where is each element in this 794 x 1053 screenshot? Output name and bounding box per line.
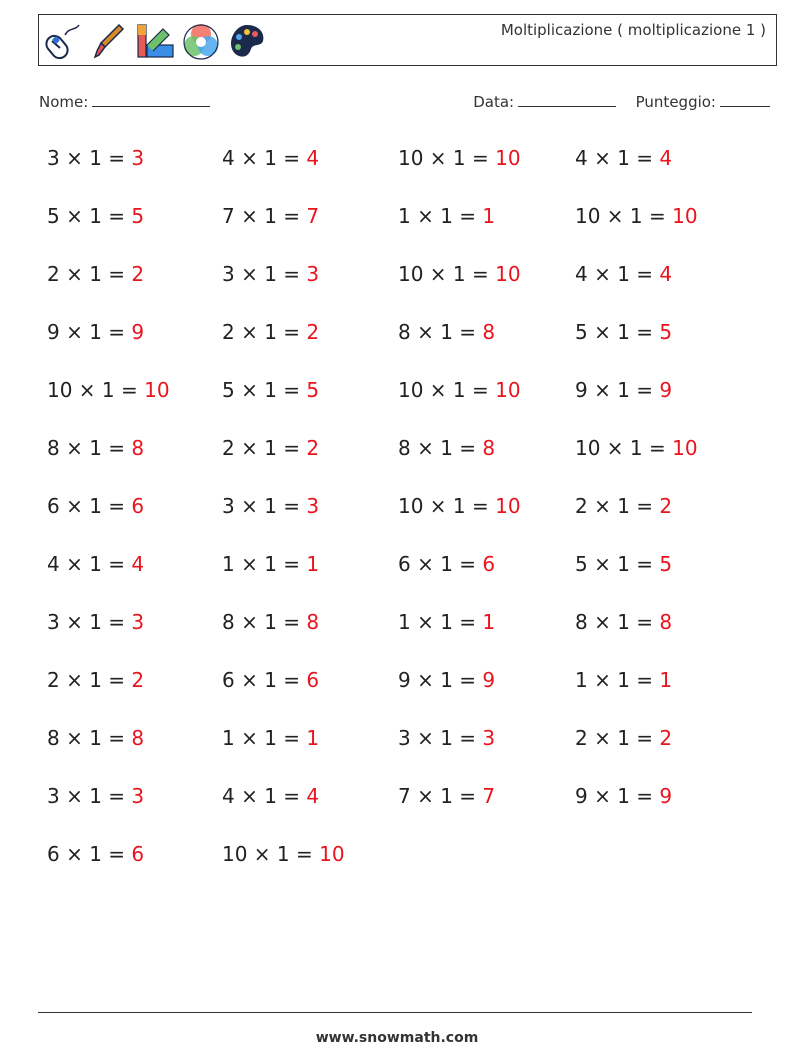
- problem-item: [575, 726, 672, 750]
- problem-item: [47, 378, 170, 402]
- problem-question: 8 × 1 =: [575, 610, 660, 634]
- problem-answer: 10: [495, 262, 521, 286]
- problem-item: [222, 262, 319, 286]
- problem-answer: 3: [131, 146, 145, 170]
- problem-question: 5 × 1 =: [47, 204, 132, 228]
- problem-item: [398, 494, 521, 518]
- palette-icon: [227, 21, 267, 61]
- date-blank[interactable]: [518, 92, 616, 107]
- problem-item: [398, 204, 495, 228]
- date-label: Data:: [473, 93, 515, 111]
- problem-answer: 1: [306, 726, 320, 750]
- problem-item: [47, 436, 144, 460]
- problem-answer: 2: [659, 494, 673, 518]
- worksheet-header: [38, 14, 777, 66]
- problem-answer: 10: [495, 378, 521, 402]
- problem-answer: 8: [482, 436, 496, 460]
- problem-question: 4 × 1 =: [575, 146, 660, 170]
- problem-item: [575, 610, 672, 634]
- problem-answer: 5: [659, 320, 673, 344]
- problem-answer: 3: [306, 262, 320, 286]
- problem-item: [222, 784, 319, 808]
- problem-answer: 4: [659, 262, 673, 286]
- problem-answer: 5: [659, 552, 673, 576]
- header-icons: [43, 19, 267, 63]
- problem-answer: 10: [495, 494, 521, 518]
- footer-url: www.snowmath.com: [315, 1030, 479, 1046]
- problem-question: 3 × 1 =: [47, 146, 132, 170]
- problem-answer: 8: [306, 610, 320, 634]
- problem-item: [575, 552, 672, 576]
- paintbrush-icon: [89, 21, 129, 61]
- problem-question: 3 × 1 =: [398, 726, 483, 750]
- problem-item: [575, 320, 672, 344]
- problem-item: [398, 436, 495, 460]
- problem-answer: 2: [306, 436, 320, 460]
- name-blank[interactable]: [92, 92, 210, 107]
- problem-question: 1 × 1 =: [398, 204, 483, 228]
- problem-item: [47, 146, 144, 170]
- problem-item: [47, 262, 144, 286]
- problem-answer: 8: [131, 436, 145, 460]
- problem-answer: 8: [482, 320, 496, 344]
- problem-answer: 4: [306, 146, 320, 170]
- problem-answer: 10: [144, 378, 170, 402]
- problem-answer: 4: [131, 552, 145, 576]
- problem-question: 6 × 1 =: [47, 842, 132, 866]
- problem-question: 10 × 1 =: [398, 378, 496, 402]
- problem-question: 2 × 1 =: [222, 320, 307, 344]
- problem-question: 3 × 1 =: [222, 494, 307, 518]
- problem-item: [47, 552, 144, 576]
- problem-question: 3 × 1 =: [47, 610, 132, 634]
- problem-item: [575, 668, 672, 692]
- problem-question: 6 × 1 =: [222, 668, 307, 692]
- problem-answer: 4: [659, 146, 673, 170]
- problem-question: 7 × 1 =: [222, 204, 307, 228]
- problem-answer: 3: [131, 784, 145, 808]
- problem-item: [575, 262, 672, 286]
- name-field: [39, 92, 210, 111]
- problem-answer: 9: [131, 320, 145, 344]
- problem-item: [222, 146, 319, 170]
- problem-item: [575, 378, 672, 402]
- problem-item: [575, 436, 698, 460]
- problem-question: 2 × 1 =: [575, 726, 660, 750]
- problem-question: 2 × 1 =: [222, 436, 307, 460]
- problem-item: [47, 494, 144, 518]
- problem-item: [222, 842, 345, 866]
- problem-question: 2 × 1 =: [575, 494, 660, 518]
- problem-question: 7 × 1 =: [398, 784, 483, 808]
- problem-question: 8 × 1 =: [222, 610, 307, 634]
- problem-answer: 10: [672, 436, 698, 460]
- score-label: Punteggio:: [635, 93, 716, 111]
- problem-question: 4 × 1 =: [222, 784, 307, 808]
- problem-answer: 7: [306, 204, 320, 228]
- problem-answer: 3: [482, 726, 496, 750]
- problem-question: 10 × 1 =: [575, 204, 673, 228]
- problem-question: 4 × 1 =: [575, 262, 660, 286]
- problem-item: [222, 378, 319, 402]
- problem-item: [222, 668, 319, 692]
- problem-question: 8 × 1 =: [47, 726, 132, 750]
- problem-answer: 5: [131, 204, 145, 228]
- problem-item: [222, 610, 319, 634]
- problem-question: 2 × 1 =: [47, 668, 132, 692]
- problem-answer: 2: [131, 668, 145, 692]
- problem-answer: 9: [659, 378, 673, 402]
- problem-answer: 5: [306, 378, 320, 402]
- problem-question: 5 × 1 =: [575, 552, 660, 576]
- date-score-fields: [473, 92, 770, 111]
- problem-question: 8 × 1 =: [47, 436, 132, 460]
- problem-question: 5 × 1 =: [222, 378, 307, 402]
- problem-answer: 9: [482, 668, 496, 692]
- problem-answer: 4: [306, 784, 320, 808]
- problem-item: [47, 610, 144, 634]
- problem-question: 10 × 1 =: [398, 494, 496, 518]
- problem-answer: 6: [131, 494, 145, 518]
- problem-item: [398, 726, 495, 750]
- problem-question: 8 × 1 =: [398, 436, 483, 460]
- problem-item: [398, 378, 521, 402]
- ruler-swatch-icon: [135, 21, 175, 61]
- problem-answer: 6: [482, 552, 496, 576]
- problem-item: [222, 320, 319, 344]
- problem-item: [222, 552, 319, 576]
- problem-item: [398, 784, 495, 808]
- problem-item: [47, 784, 144, 808]
- problem-item: [398, 610, 495, 634]
- problem-question: 9 × 1 =: [398, 668, 483, 692]
- problem-question: 1 × 1 =: [222, 552, 307, 576]
- name-label: Nome:: [39, 93, 89, 111]
- problem-question: 8 × 1 =: [398, 320, 483, 344]
- problem-question: 1 × 1 =: [398, 610, 483, 634]
- problem-item: [398, 146, 521, 170]
- problem-question: 9 × 1 =: [47, 320, 132, 344]
- problem-question: 3 × 1 =: [222, 262, 307, 286]
- problem-answer: 1: [306, 552, 320, 576]
- problem-answer: 2: [131, 262, 145, 286]
- problem-answer: 9: [659, 784, 673, 808]
- problem-item: [222, 494, 319, 518]
- problem-question: 4 × 1 =: [47, 552, 132, 576]
- problem-question: 10 × 1 =: [398, 146, 496, 170]
- problem-item: [47, 204, 144, 228]
- problem-question: 9 × 1 =: [575, 378, 660, 402]
- problem-answer: 2: [659, 726, 673, 750]
- problem-item: [398, 262, 521, 286]
- problem-answer: 6: [306, 668, 320, 692]
- mouse-icon: [43, 21, 83, 61]
- problem-question: 6 × 1 =: [398, 552, 483, 576]
- score-blank[interactable]: [720, 92, 770, 107]
- problem-answer: 7: [482, 784, 496, 808]
- problem-question: 10 × 1 =: [222, 842, 320, 866]
- problem-item: [222, 726, 319, 750]
- problem-answer: 10: [319, 842, 345, 866]
- problem-answer: 10: [672, 204, 698, 228]
- problem-item: [575, 146, 672, 170]
- problem-question: 1 × 1 =: [575, 668, 660, 692]
- problem-question: 4 × 1 =: [222, 146, 307, 170]
- problem-answer: 3: [131, 610, 145, 634]
- problem-answer: 1: [482, 610, 496, 634]
- problem-item: [398, 552, 495, 576]
- problem-question: 5 × 1 =: [575, 320, 660, 344]
- worksheet-title: Moltiplicazione ( moltiplicazione 1 ): [500, 21, 766, 39]
- problem-question: 10 × 1 =: [398, 262, 496, 286]
- problem-item: [47, 320, 144, 344]
- problem-item: [47, 842, 144, 866]
- problem-question: 10 × 1 =: [47, 378, 145, 402]
- problem-answer: 1: [659, 668, 673, 692]
- problem-answer: 8: [131, 726, 145, 750]
- problem-item: [222, 436, 319, 460]
- problem-question: 2 × 1 =: [47, 262, 132, 286]
- problem-question: 1 × 1 =: [222, 726, 307, 750]
- problem-item: [398, 320, 495, 344]
- color-wheel-icon: [181, 21, 221, 61]
- problem-answer: 8: [659, 610, 673, 634]
- problem-question: 10 × 1 =: [575, 436, 673, 460]
- problem-question: 9 × 1 =: [575, 784, 660, 808]
- footer-divider: [38, 1012, 752, 1013]
- problem-answer: 10: [495, 146, 521, 170]
- problem-answer: 2: [306, 320, 320, 344]
- problem-item: [575, 494, 672, 518]
- problem-item: [222, 204, 319, 228]
- problem-item: [47, 668, 144, 692]
- problem-question: 6 × 1 =: [47, 494, 132, 518]
- problem-item: [575, 784, 672, 808]
- problem-answer: 6: [131, 842, 145, 866]
- problem-item: [47, 726, 144, 750]
- problem-answer: 3: [306, 494, 320, 518]
- problem-item: [398, 668, 495, 692]
- problem-item: [575, 204, 698, 228]
- problem-question: 3 × 1 =: [47, 784, 132, 808]
- problem-answer: 1: [482, 204, 496, 228]
